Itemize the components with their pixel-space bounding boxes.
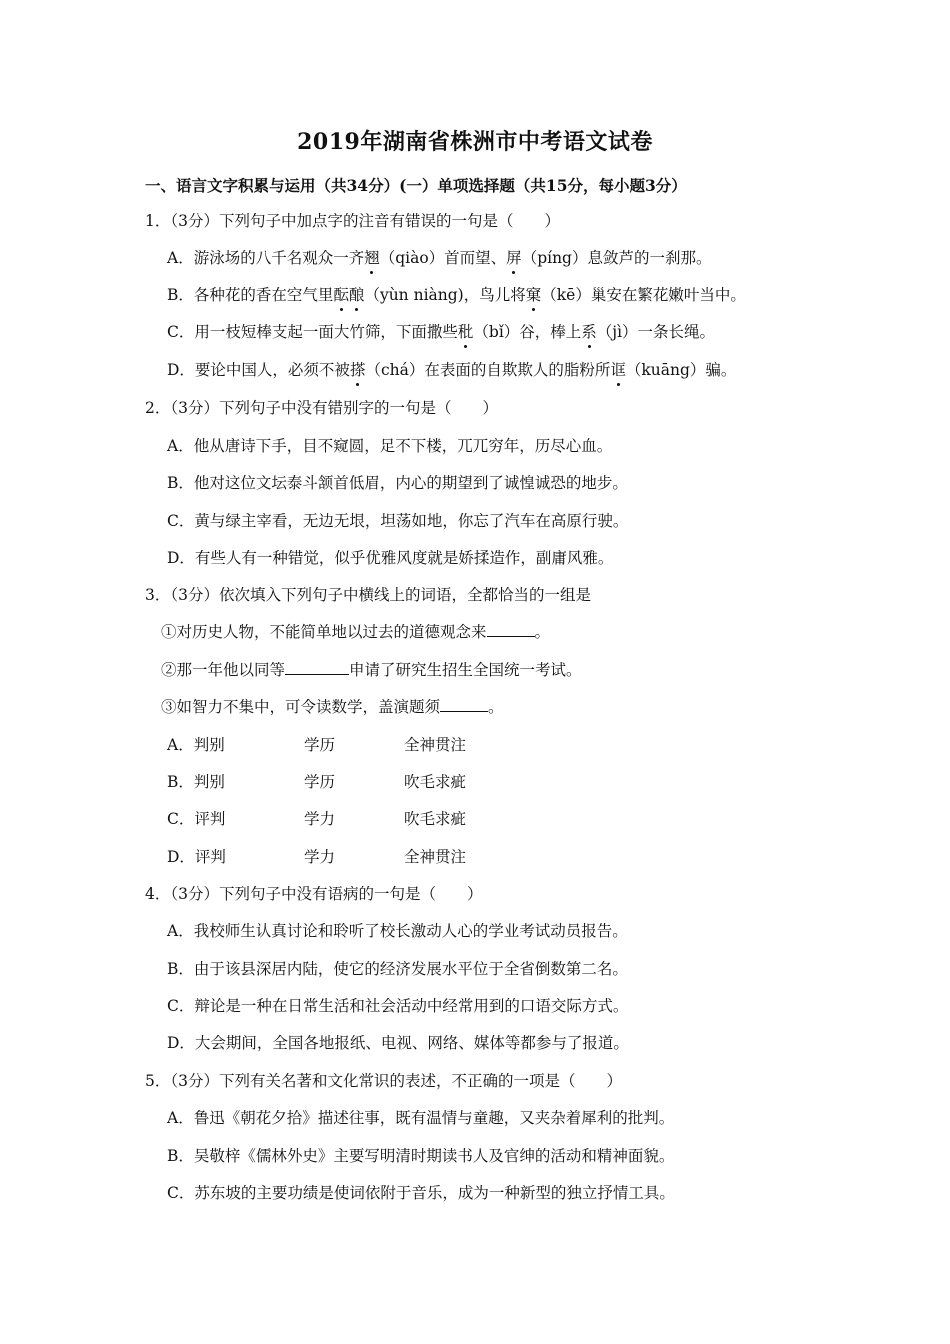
- question-2-option-b: B．他对这位文坛泰斗颔首低眉，内心的期望到了诚惶诚恐的地步。: [167, 474, 628, 492]
- option-text: （chá）在表面的自欺欺人的脂粉所: [365, 361, 611, 379]
- option-label: A．判别: [167, 736, 225, 754]
- fill-blank: [440, 697, 488, 712]
- option-text: （qiào）首而望、: [379, 249, 507, 267]
- question-2-option-c: C．黄与绿主宰看，无边无垠，坦荡如地，你忘了汽车在高原行驶。: [167, 512, 629, 530]
- sentence-text: ③如智力不集中，可令读数学，盖演题须: [161, 698, 441, 716]
- question-1-option-d: [167, 360, 736, 380]
- question-5-option-b: B．吴敬梓《儒林外史》主要写明清时期读书人及官绅的活动和精神面貌。: [167, 1147, 675, 1165]
- question-4-option-d: D．大会期间，全国各地报纸、电视、网络、媒体等都参与了报道。: [167, 1034, 629, 1052]
- question-4-option-c: C．辩论是一种在日常生活和社会活动中经常用到的口语交际方式。: [167, 997, 629, 1015]
- option-word: 学力: [304, 848, 336, 866]
- option-text: （jì）一条长绳。: [596, 323, 716, 341]
- question-2-option-a: A．他从唐诗下手，目不窥圆，足不下楼，兀兀穷年，历尽心血。: [167, 437, 613, 455]
- option-word: 学力: [304, 810, 336, 828]
- sentence-text: ①对历史人物，不能简单地以过去的道德观念来: [161, 623, 487, 641]
- option-text: B．各种花的香在空气里: [167, 286, 334, 304]
- option-word: 学历: [304, 736, 336, 754]
- fill-blank: [285, 660, 349, 675]
- sentence-text: 申请了研究生招生全国统一考试。: [349, 661, 582, 679]
- sentence-text: 。: [488, 698, 504, 716]
- sentence-text: 。: [534, 623, 551, 641]
- dotted-char: 酿: [348, 286, 365, 304]
- question-4-stem: 4．（3分）下列句子中没有语病的一句是（ ）: [145, 885, 483, 903]
- option-word: 全神贯注: [404, 848, 467, 866]
- option-label: C．评判: [167, 810, 226, 828]
- dotted-char: 翘: [364, 249, 380, 267]
- question-2-stem: 2．（3分）下列句子中没有错别字的一句是（ ）: [145, 399, 498, 417]
- dotted-char: 酝: [333, 286, 349, 304]
- option-word: 全神贯注: [404, 736, 467, 754]
- page-title: 2019年湖南省株洲市中考语文试卷: [297, 129, 653, 155]
- question-1-option-b: [167, 285, 746, 305]
- option-word: 吹毛求疵: [404, 773, 467, 791]
- option-label: B．判别: [167, 773, 225, 791]
- question-5-option-a: A．鲁迅《朝花夕拾》描述往事，既有温情与童趣，又夹杂着犀利的批判。: [167, 1109, 675, 1127]
- option-text: （kuāng）骗。: [625, 361, 737, 379]
- question-1-option-c: [167, 322, 715, 342]
- option-word: 吹毛求疵: [404, 810, 467, 828]
- sentence-text: ②那一年他以同等: [161, 661, 286, 679]
- question-5-stem: 5．（3分）下列有关名著和文化常识的表述，不正确的一项是（ ）: [145, 1072, 622, 1090]
- question-3-stem: 3．（3分）依次填入下列句子中横线上的词语，全都恰当的一组是: [145, 586, 591, 604]
- dotted-char: 系: [581, 323, 597, 341]
- fill-blank: [487, 622, 535, 637]
- dotted-char: 秕: [457, 323, 474, 341]
- question-4-option-a: A．我校师生认真讨论和聆听了校长激动人心的学业考试动员报告。: [167, 922, 628, 940]
- dotted-char: 窠: [525, 286, 542, 304]
- question-3-sentence-1: [161, 622, 550, 642]
- question-4-option-b: B．由于该县深居内陆，使它的经济发展水平位于全省倒数第二名。: [167, 960, 628, 978]
- section-heading: 一、语言文字积累与运用（共34分）(一）单项选择题（共15分，每小题3分）: [145, 176, 687, 195]
- option-text: A．游泳场的八千名观众一齐: [167, 249, 365, 267]
- question-1-option-a: [167, 248, 711, 268]
- question-1-stem: 1．（3分）下列句子中加点字的注音有错误的一句是（ ）: [145, 212, 560, 230]
- question-2-option-d: D．有些人有一种错觉，似乎优雅风度就是娇揉造作，副庸风雅。: [167, 549, 614, 567]
- option-text: （yùn niàng)，鸟儿将: [364, 286, 526, 304]
- option-text: （píng）息敛芦的一刹那。: [521, 249, 712, 267]
- option-text: C．用一枝短棒支起一面大竹筛，下面撒些: [167, 323, 458, 341]
- dotted-char: 屏: [506, 249, 522, 267]
- option-word: 学历: [304, 773, 336, 791]
- option-text: （kē）巢安在繁花嫩叶当中。: [541, 286, 746, 304]
- dotted-char: 搽: [349, 361, 366, 379]
- question-3-sentence-2: [161, 660, 582, 680]
- option-label: D．评判: [167, 848, 226, 866]
- dotted-char: 诓: [610, 361, 626, 379]
- option-text: D．要论中国人，必须不被: [167, 361, 350, 379]
- question-5-option-c: C．苏东坡的主要功绩是使词依附于音乐，成为一种新型的独立抒情工具。: [167, 1184, 675, 1202]
- question-3-sentence-3: [161, 697, 504, 717]
- option-text: （bǐ）谷，棒上: [473, 323, 582, 341]
